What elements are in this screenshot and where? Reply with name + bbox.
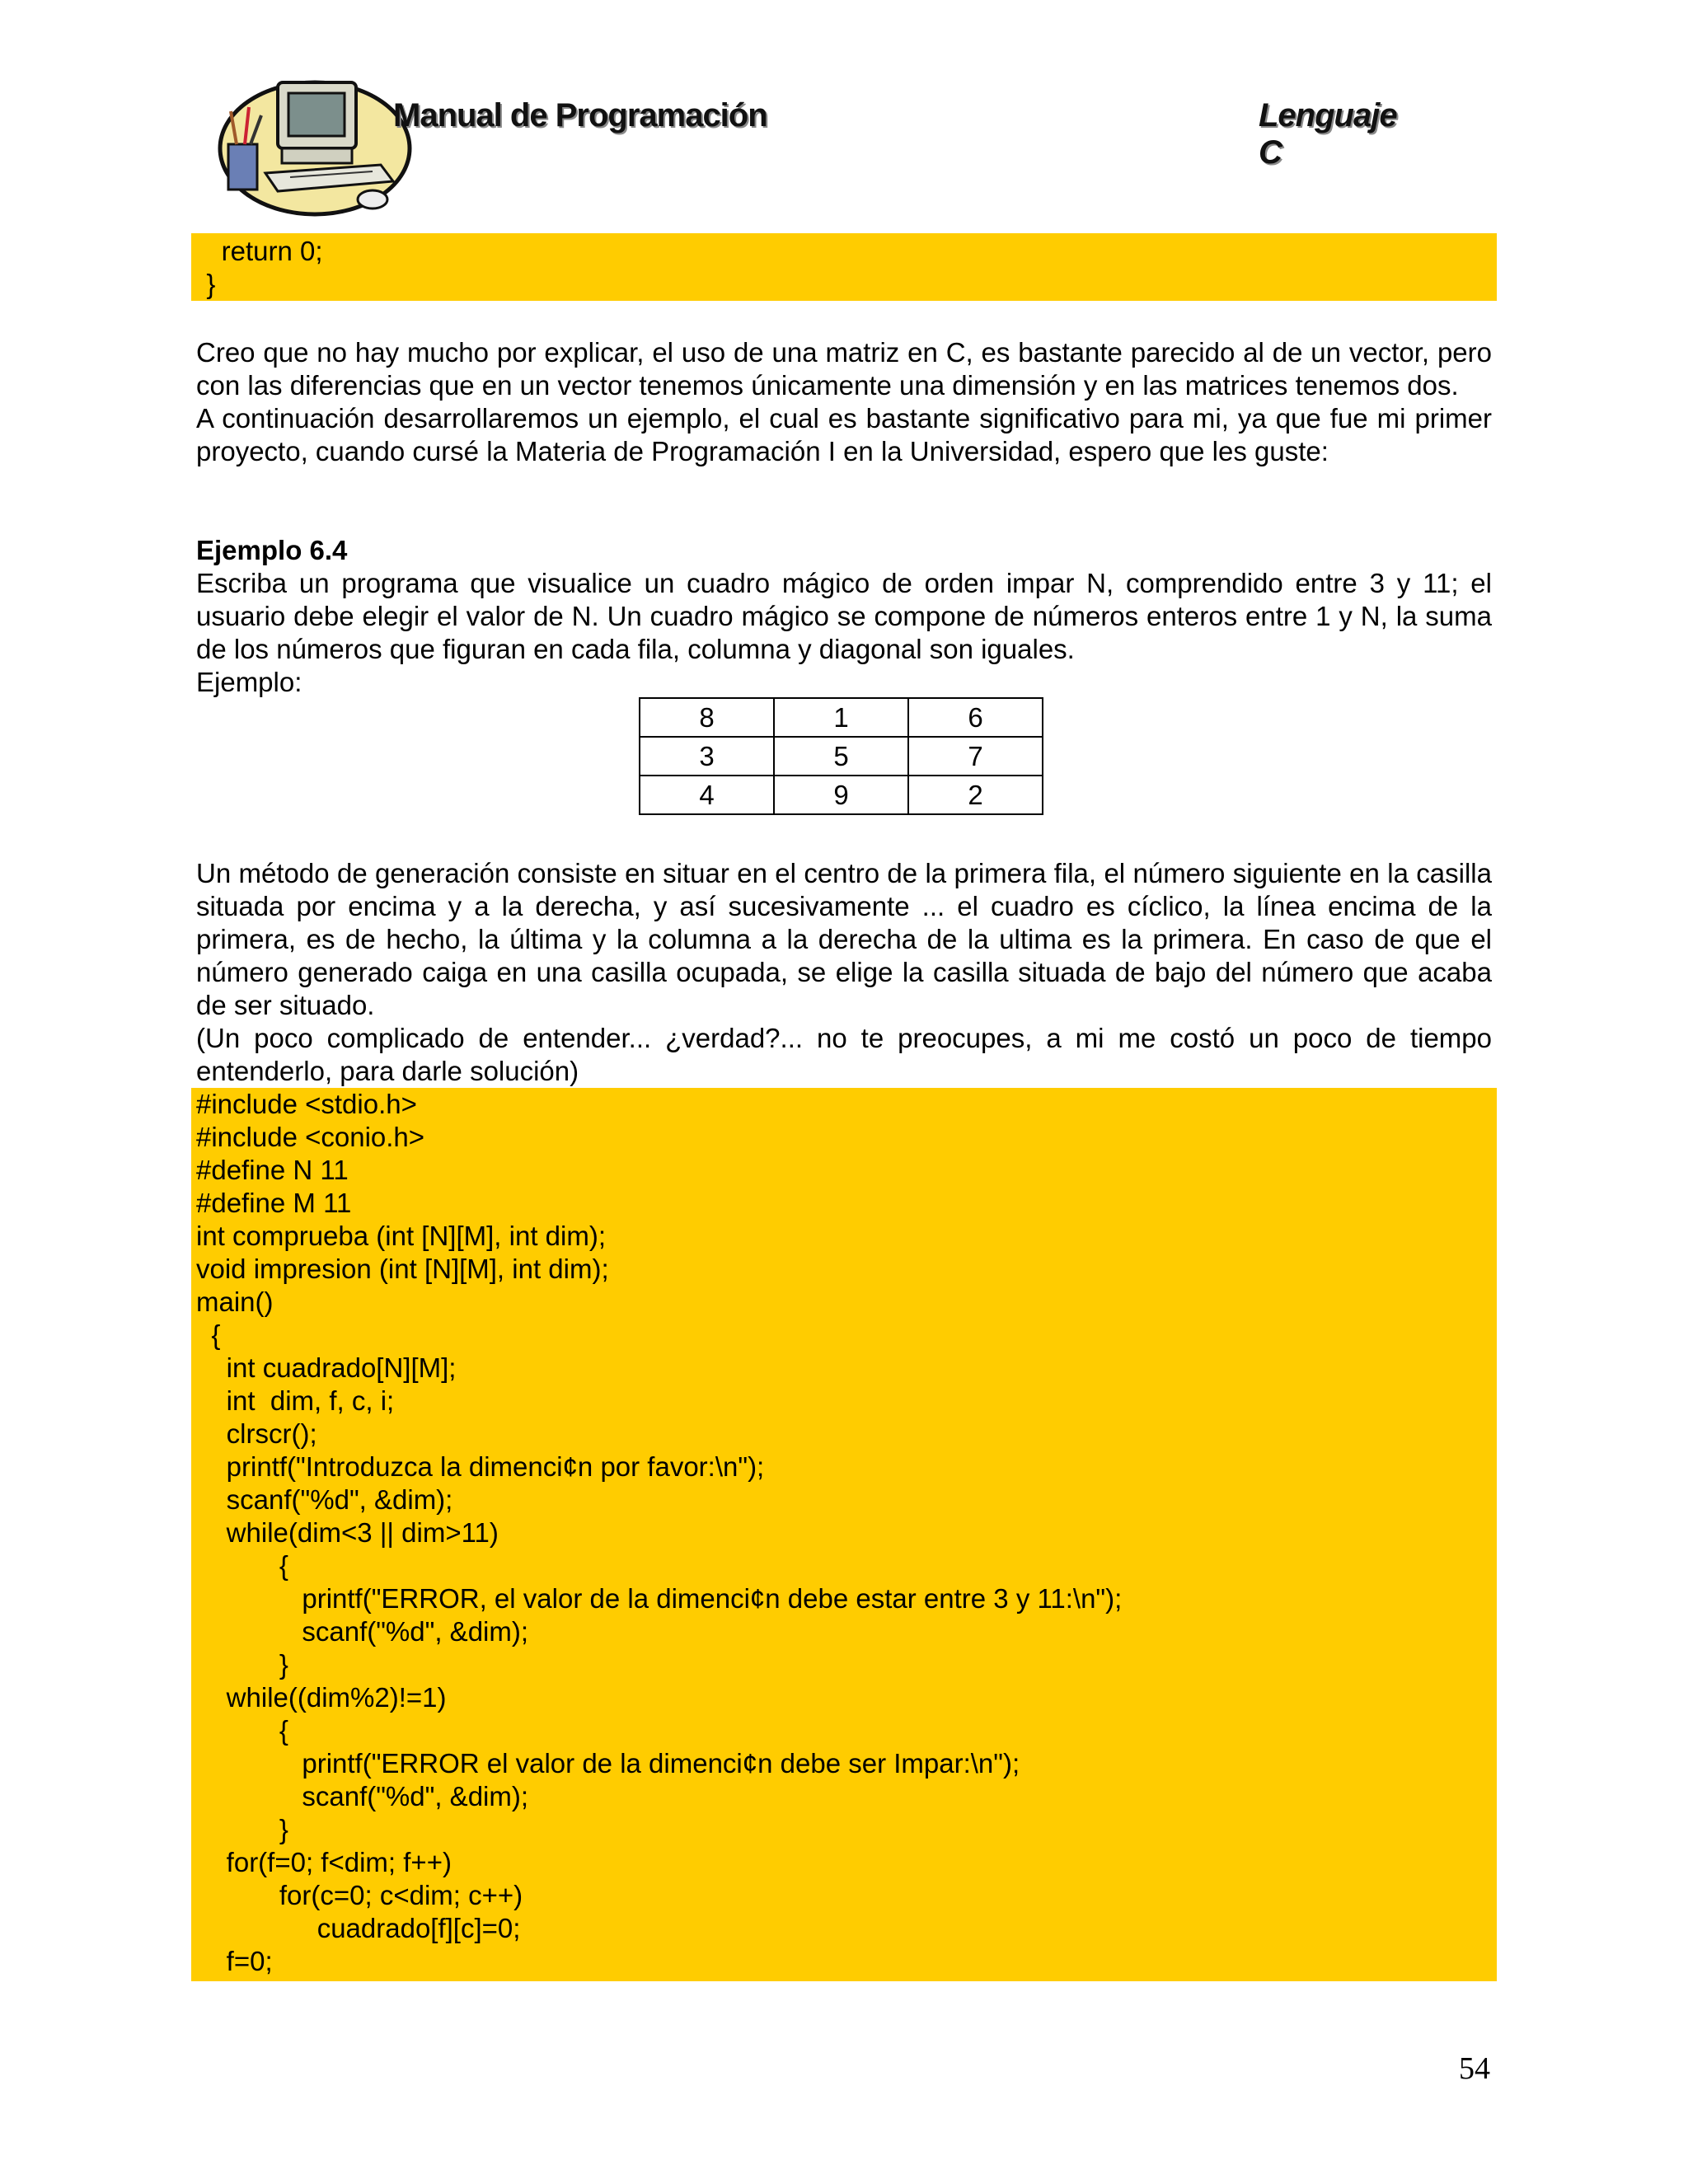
code-line: int cuadrado[N][M]; <box>196 1352 457 1383</box>
table-row <box>640 776 1043 814</box>
code-line: scanf("%d", &dim); <box>196 1616 529 1647</box>
header-title: Manual de Programación <box>393 97 767 134</box>
code-line: while((dim%2)!=1) <box>196 1682 447 1713</box>
code-line: #include <conio.h> <box>196 1122 425 1152</box>
code-line: scanf("%d", &dim); <box>196 1484 453 1515</box>
table-row <box>640 737 1043 776</box>
example-label: Ejemplo: <box>196 667 302 697</box>
code-line: } <box>196 1649 288 1680</box>
code-line: clrscr(); <box>196 1418 317 1449</box>
code-line: while(dim<3 || dim>11) <box>196 1517 499 1548</box>
code-line: main() <box>196 1286 274 1317</box>
table-cell: 2 <box>908 776 1043 814</box>
code-line: printf("ERROR, el valor de la dimenci¢n debe estar entre 3 y 11:\n"); <box>196 1583 1123 1614</box>
example-heading: Ejemplo 6.4 <box>196 535 348 565</box>
code-line: } <box>196 1814 288 1844</box>
code-line: f=0; <box>196 1946 273 1976</box>
table-cell: 4 <box>640 776 774 814</box>
code-line: void impresion (int [N][M], int dim); <box>196 1254 609 1284</box>
intro-paragraph: A continuación desarrollaremos un ejemplo, el cual es bastante significativo para mi, ya que fue mi primer proyecto, cuando cursé la Materia de Programación I en la Universidad, espero que les guste: <box>196 403 1492 466</box>
code-line: { <box>196 1715 288 1746</box>
computer-clipart-icon <box>216 66 414 223</box>
code-line: return 0; <box>191 236 323 266</box>
code-line: for(f=0; f<dim; f++) <box>196 1847 452 1877</box>
method-paragraph: (Un poco complicado de entender... ¿verdad?... no te preocupes, a mi me costó un poco de tiempo entenderlo, para darle solución) <box>196 1023 1492 1086</box>
code-line: { <box>196 1319 221 1350</box>
method-paragraph: Un método de generación consiste en situar en el centro de la primera fila, el número siguiente en la casilla situada por encima y a la derecha, y así sucesivamente ... el cuadro es cíclico, la línea encima de la primera, es de hecho, la última y la columna a la derecha de la ultima es la primera. En caso de que el número generado caiga en una casilla ocupada, se elige la casilla situada de bajo del número que acaba de ser situado. <box>196 858 1492 1020</box>
table-cell: 3 <box>640 737 774 776</box>
code-line: #define M 11 <box>196 1188 352 1218</box>
header-subtitle: Lenguaje C <box>1259 97 1397 171</box>
page-number: 54 <box>1459 2051 1490 2086</box>
code-line: } <box>191 269 216 299</box>
code-line: #define N 11 <box>196 1155 349 1185</box>
code-block-main <box>191 1088 1497 1981</box>
table-row <box>640 698 1043 737</box>
code-line: scanf("%d", &dim); <box>196 1781 529 1811</box>
code-line: { <box>196 1550 288 1581</box>
table-cell: 6 <box>908 698 1043 737</box>
table-cell: 1 <box>774 698 908 737</box>
magic-square-table <box>639 697 1043 815</box>
table-cell: 7 <box>908 737 1043 776</box>
example-section <box>196 534 1492 699</box>
code-line: int comprueba (int [N][M], int dim); <box>196 1221 606 1251</box>
example-statement: Escriba un programa que visualice un cuadro mágico de orden impar N, comprendido entre 3 y 11; el usuario debe elegir el valor de N. Un cuadro mágico se compone de números enteros entre 1 y N, la suma de los números que figuran en cada fila, columna y diagonal son iguales. <box>196 568 1492 664</box>
page-header <box>216 58 1411 223</box>
code-line: printf("Introduzca la dimenci¢n por favor:\n"); <box>196 1451 765 1482</box>
intro-section <box>196 336 1492 468</box>
table-cell: 5 <box>774 737 908 776</box>
code-block-top <box>191 233 1497 301</box>
code-line: printf("ERROR el valor de la dimenci¢n debe ser Impar:\n"); <box>196 1748 1020 1779</box>
code-line: cuadrado[f][c]=0; <box>196 1913 521 1943</box>
intro-paragraph: Creo que no hay mucho por explicar, el uso de una matriz en C, es bastante parecido al de un vector, pero con las diferencias que en un vector tenemos únicamente una dimensión y en las matrices tenemos dos. <box>196 337 1492 401</box>
code-line: for(c=0; c<dim; c++) <box>196 1880 523 1910</box>
table-cell: 9 <box>774 776 908 814</box>
table-cell: 8 <box>640 698 774 737</box>
code-line: int dim, f, c, i; <box>196 1385 395 1416</box>
code-line: #include <stdio.h> <box>196 1089 417 1119</box>
method-section <box>196 857 1492 1088</box>
